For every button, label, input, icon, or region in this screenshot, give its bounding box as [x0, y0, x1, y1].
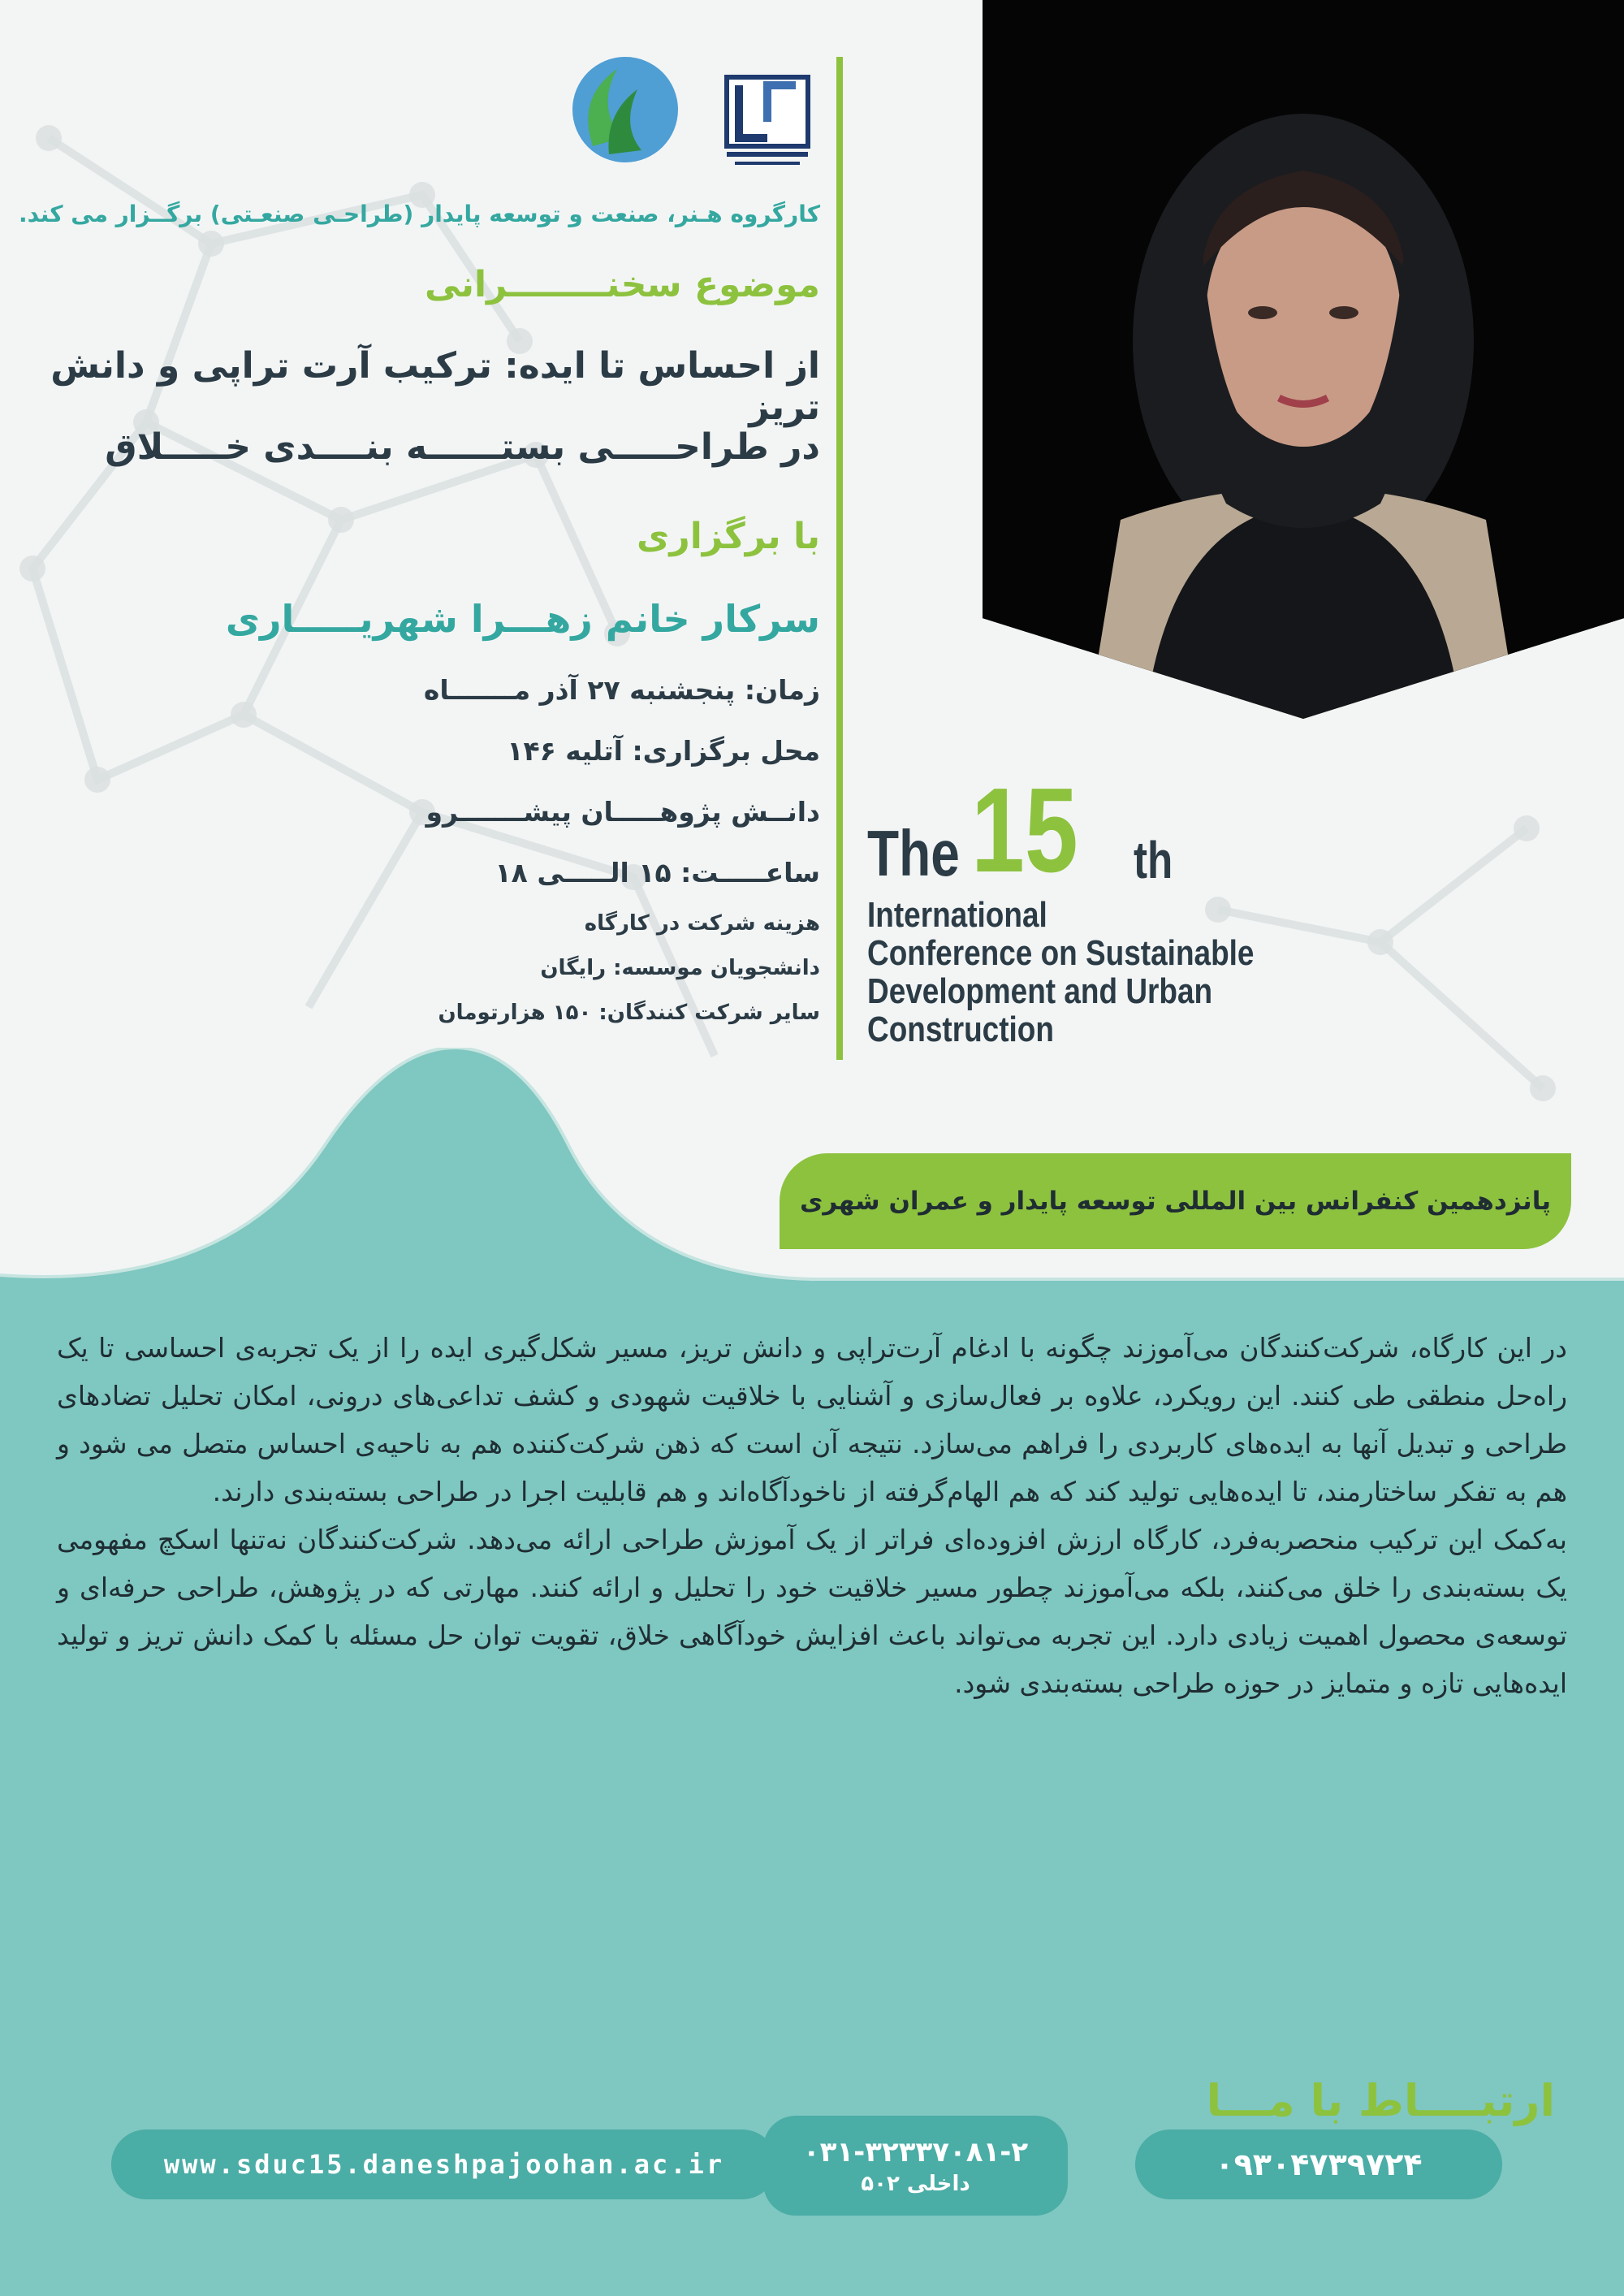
fee-label: هزینه شرکت در کارگاه [584, 911, 820, 936]
phone-extension: داخلی ۵۰۲ [861, 2171, 970, 2196]
event-time: زمان: پنجشنبه ۲۷ آذر مـــــــاه [423, 674, 820, 706]
fee-students: دانشجویان موسسه: رایگان [540, 956, 820, 980]
description-paragraph-1: در این کارگاه، شرکت‌کنندگان می‌آموزند چگونه با ادغام آرت‌تراپی و دانش تریز، مسیر شکل‌گیری ایده را از یک تجربه‌ی احساسی تا یک راه‌حل منطقی طی کنند. این رویکرد، علاوه بر فعال‌سازی و آشنایی با خلاقیت شهودی و کشف تداعی‌های درونی، امکان تحلیل تضادهای طراحی و تبدیل آنها به ایده‌های کاربردی را فراهم می‌سازد. نتیجه آن است که ذهن شرکت‌کننده هم به ناحیه‌ی احساس متصل می شود و هم به تفکر ساختارمند، تا ایده‌هایی تولید کند که هم الهام‌گرفته از ناخودآگاه‌اند و هم قابلیت اجرا در طراحی بسته‌بندی دارند. [57, 1332, 1567, 1507]
event-institute: دانــش پژوهـــــان پیشـــــــرو [425, 796, 820, 828]
description-paragraph-2: به‌کمک این ترکیب منحصربه‌فرد، کارگاه ارزش افزوده‌ای فراتر از یک آموزش طراحی ارائه می‌دهد. شرکت‌کنندگان نه‌تنها اسکچ مفهومی یک بسته‌بندی را خلق می‌کنند، بلکه می‌آموزند چطور مسیر خلاقیت خود را تحلیل و ارائه کنند. مهارتی که در پژوهش، طراحی حرفه‌ای و توسعه‌ی محصول اهمیت زیادی دارد. این تجربه می‌تواند باعث افزایش خودآگاهی خلاق، تقویت توان حل مسئله با کمک دانش تریز و تولید ایده‌هایی تازه و متمایز در حوزه طراحی بسته‌بندی شود. [57, 1524, 1567, 1699]
speaker-name: سرکار خانم زهـــرا شهریـــــاری [225, 597, 820, 641]
title-line-2: در طراحـــــی بستــــــه بنــــدی خـــــلاق [105, 426, 820, 468]
conference-number: 15 [971, 763, 1078, 897]
conference-line-2: Conference on Sustainable [867, 933, 1255, 974]
conference-logo [560, 49, 682, 171]
conference-suffix: th [1134, 831, 1173, 890]
contact-label: ارتبــــاط با مـــا [1206, 2075, 1555, 2126]
conference-subtitle [867, 896, 1254, 1049]
institute-logo [710, 53, 824, 175]
accent-divider [836, 57, 843, 1060]
fee-others: سایر شرکت کنندگان: ۱۵۰ هزارتومان [438, 1001, 820, 1025]
phone-number[interactable]: ۰۳۱-۳۲۳۳۷۰۸۱-۲ [802, 2135, 1029, 2168]
phone-contact[interactable] [763, 2116, 1068, 2216]
topic-label: موضوع سخنــــــــرانی [424, 264, 820, 305]
conference-the: The [867, 817, 960, 890]
banner-text: پانزدهمین کنفرانس بین المللی توسعه پایدار و عمران شهری [800, 1187, 1551, 1216]
event-hours: ساعـــــت: ۱۵ الـــــی ۱۸ [495, 857, 820, 889]
workshop-description [57, 1324, 1567, 1707]
speaker-photo [983, 0, 1624, 719]
host-line: کارگروه هـنر، صنعت و توسعه پایدار (طراحـی صنعـتی) برگــزار می کند. [18, 201, 820, 227]
website-link[interactable]: www.sduc15.daneshpajoohan.ac.ir [111, 2130, 777, 2199]
conference-title [867, 763, 1328, 1050]
event-venue: محل برگزاری: آتلیه ۱۴۶ [507, 735, 820, 767]
conference-line-1: International [867, 895, 1047, 936]
mobile-number[interactable]: ۰۹۳۰۴۷۳۹۷۲۴ [1135, 2130, 1502, 2199]
conference-line-4: Construction [867, 1010, 1054, 1050]
speaker-portrait-illustration [983, 0, 1624, 719]
conference-banner [780, 1153, 1571, 1249]
conference-line-3: Development and Urban [867, 971, 1213, 1012]
by-label: با برگزاری [637, 516, 820, 557]
title-line-1: از احساس تا ایده: ترکیب آرت تراپی و دانش تریز [50, 345, 820, 428]
